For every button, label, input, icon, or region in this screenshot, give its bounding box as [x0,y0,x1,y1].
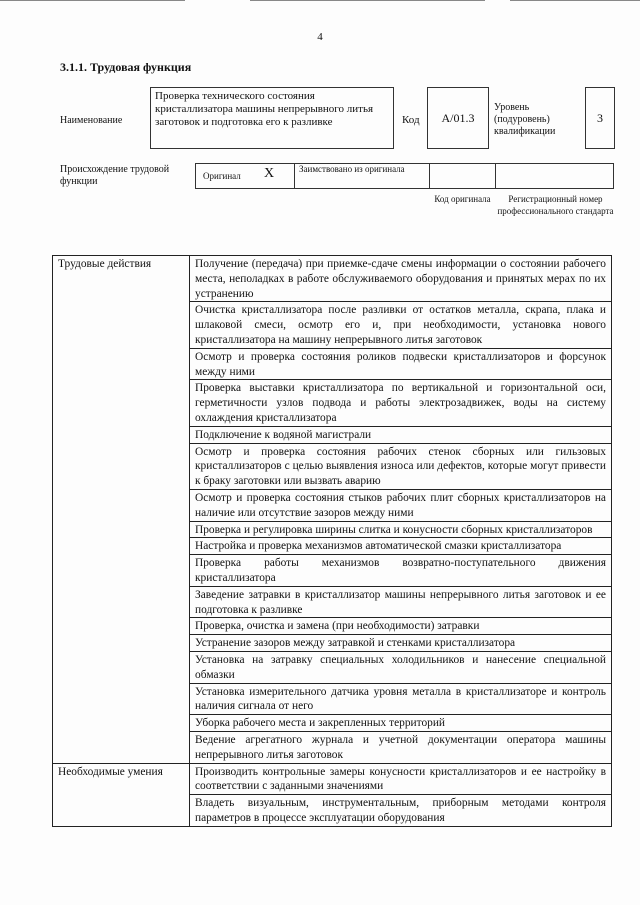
scan-top-edge [0,0,640,6]
item-cell: Проверка выставки кристаллизатора по вертикальной и горизонтальной оси, герметичности узлов подвода и работы электрозадвижек, воды на систему охлаждения кристаллизатора [190,380,612,426]
name-label: Наименование [60,115,123,126]
item-cell: Ведение агрегатного журнала и учетной документации оператора машины непрерывного литья заготовок [190,731,612,763]
function-name-field: Проверка технического состояния кристаллизатора машины непрерывного литья заготовок и подготовка его к разливке [150,87,394,149]
original-label: Оригинал [203,171,241,181]
item-cell: Производить контрольные замеры конусности кристаллизаторов и ее настройку в соответствии с заданными значениями [190,763,612,795]
section-title: 3.1.1. Трудовая функция [60,60,192,74]
page-number: 4 [317,31,323,43]
item-cell: Получение (передача) при приемке-сдаче смены информации о состоянии рабочего места, неполадках в работе обслуживаемого оборудования и принятых мерах по их устранению [190,256,612,302]
qualification-level-label: Уровень (подуровень) квалификации [494,102,556,137]
table-row [53,256,612,302]
item-cell: Владеть визуальным, инструментальным, приборным методами контроля параметров в процессе эксплуатации оборудования [190,795,612,827]
registration-number-caption: Регистрационный номер профессионального стандарта [497,194,614,216]
item-cell: Уборка рабочего места и закрепленных территорий [190,715,612,732]
table-row [53,763,612,795]
item-cell: Осмотр и проверка состояния рабочих стенок сборных или гильзовых кристаллизаторов с целью выявления износа или дефектов, которые могут привести к браку заготовки или вызвать аварию [190,443,612,489]
item-cell: Установка на затравку специальных холодильников и нанесение специальной обмазки [190,651,612,683]
category-cell: Трудовые действия [53,256,190,764]
item-cell: Проверка и регулировка ширины слитка и конусности сборных кристаллизаторов [190,521,612,538]
category-cell: Необходимые умения [53,763,190,826]
item-cell: Устранение зазоров между затравкой и стенками кристаллизатора [190,635,612,652]
code-value-field: А/01.3 [427,87,489,149]
labor-functions-table [52,255,612,827]
item-cell: Осмотр и проверка состояния роликов подвески кристаллизаторов и форсунок между ними [190,348,612,380]
original-mark: X [264,166,275,181]
item-cell: Заведение затравки в кристаллизатор машины непрерывного литья заготовок и ее подготовка к разливке [190,586,612,618]
item-cell: Очистка кристаллизатора после разливки от остатков металла, скрапа, плака и шлаковой смеси, осмотр его и, при необходимости, установка нового кристаллизатора на машину непрерывного литья заготовок [190,302,612,348]
item-cell: Проверка работы механизмов возвратно-поступательного движения кристаллизатора [190,555,612,587]
item-cell: Настройка и проверка механизмов автоматической смазки кристаллизатора [190,538,612,555]
item-cell: Проверка, очистка и замена (при необходимости) затравки [190,618,612,635]
origin-label: Происхождение трудовой функции [60,164,170,187]
item-cell: Подключение к водяной магистрали [190,426,612,443]
borrowed-label: Заимствовано из оригинала [299,164,405,174]
original-code-caption: Код оригинала [434,194,491,204]
registration-number-cell [495,163,614,189]
qualification-level-field: 3 [585,87,615,149]
original-code-cell [429,163,496,189]
item-cell: Установка измерительного датчика уровня металла в кристаллизаторе и контроль наличия сигнала от него [190,683,612,715]
code-label: Код [402,114,420,126]
item-cell: Осмотр и проверка состояния стыков рабочих плит сборных кристаллизаторов на наличие или отсутствие зазоров между ними [190,489,612,521]
